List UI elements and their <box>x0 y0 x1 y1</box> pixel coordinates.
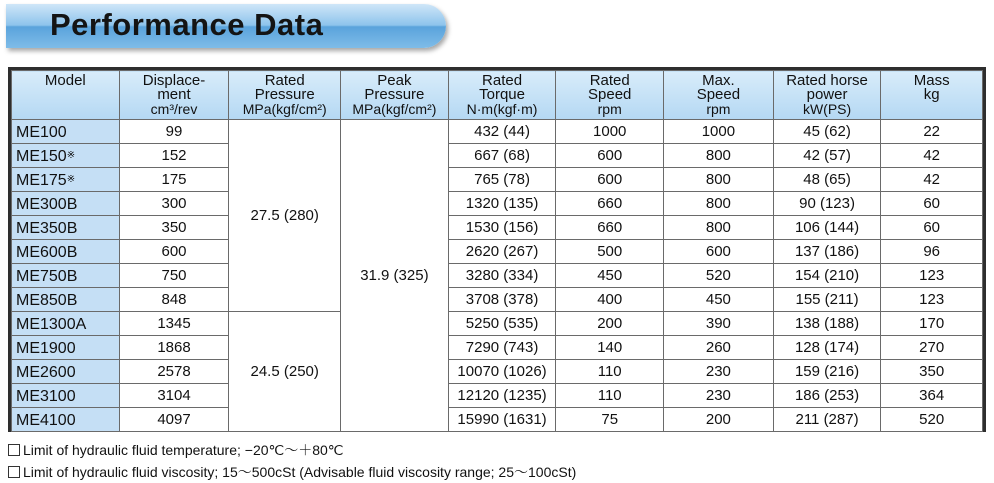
note-text: Limit of hydraulic fluid temperature; −20℃～＋80℃ <box>23 442 344 458</box>
displacement-cell: 848 <box>119 288 229 312</box>
column-header <box>119 71 229 120</box>
max-speed-cell: 230 <box>664 360 774 384</box>
performance-table-frame <box>8 67 986 432</box>
table-row <box>12 216 983 240</box>
column-header-line: Rated <box>482 71 523 89</box>
horse-power-cell: 128 (174) <box>773 336 881 360</box>
max-speed-cell: 1000 <box>664 120 774 144</box>
column-header-line: ment <box>157 85 191 103</box>
displacement-cell: 1868 <box>119 336 229 360</box>
mass-cell: 123 <box>881 264 983 288</box>
table-body <box>12 120 983 432</box>
horse-power-cell: 137 (186) <box>773 240 881 264</box>
column-header-line: MPa(kgf/cm²) <box>352 100 437 117</box>
column-header <box>664 71 774 120</box>
model-name: ME1900 <box>16 339 76 357</box>
max-speed-cell: 800 <box>664 216 774 240</box>
horse-power-cell: 155 (211) <box>773 288 881 312</box>
max-speed-cell: 800 <box>664 168 774 192</box>
displacement-cell: 99 <box>119 120 229 144</box>
model-name: ME350B <box>16 219 78 237</box>
column-header-line: Rated horse <box>786 71 868 89</box>
displacement-cell: 4097 <box>119 408 229 432</box>
note-viscosity <box>8 461 576 483</box>
table-row <box>12 360 983 384</box>
rated-torque-cell: 10070 (1026) <box>448 360 556 384</box>
rated-speed-cell: 110 <box>556 384 664 408</box>
max-speed-cell: 600 <box>664 240 774 264</box>
model-name: ME100 <box>16 123 67 141</box>
model-cell <box>12 312 120 336</box>
performance-table <box>11 70 983 432</box>
rated-pressure-cell: 24.5 (250) <box>229 312 341 432</box>
displacement-cell: 300 <box>119 192 229 216</box>
max-speed-cell: 800 <box>664 144 774 168</box>
table-row <box>12 192 983 216</box>
rated-speed-cell: 400 <box>556 288 664 312</box>
column-header-line: N·m(kgf·m) <box>466 100 538 117</box>
column-header <box>556 71 664 120</box>
checkbox-square-icon <box>8 444 20 456</box>
table-header-row <box>12 71 983 120</box>
horse-power-cell: 138 (188) <box>773 312 881 336</box>
rated-speed-cell: 600 <box>556 144 664 168</box>
rated-speed-cell: 660 <box>556 192 664 216</box>
column-header-line: Displace- <box>142 71 206 89</box>
model-name: ME600B <box>16 243 78 261</box>
model-cell <box>12 360 120 384</box>
mass-cell: 42 <box>881 144 983 168</box>
page-title: Performance Data <box>50 7 324 42</box>
column-header-line: Pressure <box>254 85 315 103</box>
rated-torque-cell: 3280 (334) <box>448 264 556 288</box>
rated-speed-cell: 1000 <box>556 120 664 144</box>
max-speed-cell: 520 <box>664 264 774 288</box>
model-cell <box>12 336 120 360</box>
peak-pressure-cell: 31.9 (325) <box>341 120 449 432</box>
mass-cell: 270 <box>881 336 983 360</box>
model-name: ME2600 <box>16 363 76 381</box>
model-name: ME4100 <box>16 411 76 429</box>
displacement-cell: 750 <box>119 264 229 288</box>
horse-power-cell: 211 (287) <box>773 408 881 432</box>
mass-cell: 364 <box>881 384 983 408</box>
note-temperature <box>8 439 576 461</box>
column-header <box>881 71 983 120</box>
max-speed-cell: 450 <box>664 288 774 312</box>
mass-cell: 96 <box>881 240 983 264</box>
column-header-line: Speed <box>588 85 632 103</box>
table-row <box>12 336 983 360</box>
rated-speed-cell: 450 <box>556 264 664 288</box>
rated-speed-cell: 110 <box>556 360 664 384</box>
table-row <box>12 408 983 432</box>
column-header-line: Model <box>44 71 86 89</box>
column-header <box>229 71 341 120</box>
mass-cell: 350 <box>881 360 983 384</box>
horse-power-cell: 159 (216) <box>773 360 881 384</box>
column-header-line: Torque <box>479 85 525 103</box>
mass-cell: 123 <box>881 288 983 312</box>
model-cell <box>12 216 120 240</box>
rated-torque-cell: 5250 (535) <box>448 312 556 336</box>
table-row <box>12 312 983 336</box>
max-speed-cell: 230 <box>664 384 774 408</box>
column-header-line: Rated <box>589 71 630 89</box>
column-header-line: Rated <box>264 71 305 89</box>
max-speed-cell: 390 <box>664 312 774 336</box>
column-header-line: rpm <box>706 100 731 117</box>
rated-speed-cell: 660 <box>556 216 664 240</box>
rated-torque-cell: 765 (78) <box>448 168 556 192</box>
rated-torque-cell: 667 (68) <box>448 144 556 168</box>
column-header-line: Mass <box>913 71 950 89</box>
max-speed-cell: 260 <box>664 336 774 360</box>
displacement-cell: 175 <box>119 168 229 192</box>
column-header-line: power <box>806 85 848 103</box>
mass-cell: 60 <box>881 192 983 216</box>
rated-torque-cell: 432 (44) <box>448 120 556 144</box>
model-cell <box>12 144 120 168</box>
max-speed-cell: 800 <box>664 192 774 216</box>
table-row <box>12 288 983 312</box>
horse-power-cell: 42 (57) <box>773 144 881 168</box>
rated-torque-cell: 7290 (743) <box>448 336 556 360</box>
rated-torque-cell: 15990 (1631) <box>448 408 556 432</box>
model-name: ME175 <box>16 171 67 189</box>
model-name: ME150 <box>16 147 67 165</box>
horse-power-cell: 186 (253) <box>773 384 881 408</box>
column-header-line: kg <box>923 85 940 103</box>
column-header-line: rpm <box>597 100 622 117</box>
checkbox-square-icon <box>8 466 20 478</box>
model-cell <box>12 408 120 432</box>
footnote-mark: ※ <box>66 173 76 185</box>
column-header <box>341 71 449 120</box>
column-header-line: Max. <box>702 71 735 89</box>
table-row <box>12 384 983 408</box>
model-cell <box>12 384 120 408</box>
column-header-line: Speed <box>696 85 741 103</box>
mass-cell: 42 <box>881 168 983 192</box>
model-cell <box>12 120 120 144</box>
horse-power-cell: 45 (62) <box>773 120 881 144</box>
notes <box>8 439 576 483</box>
horse-power-cell: 154 (210) <box>773 264 881 288</box>
mass-cell: 60 <box>881 216 983 240</box>
displacement-cell: 2578 <box>119 360 229 384</box>
footnote-mark: ※ <box>66 149 76 161</box>
model-name: ME1300A <box>16 315 87 333</box>
horse-power-cell: 106 (144) <box>773 216 881 240</box>
rated-speed-cell: 500 <box>556 240 664 264</box>
rated-pressure-cell: 27.5 (280) <box>229 120 341 312</box>
table-row <box>12 120 983 144</box>
model-cell <box>12 288 120 312</box>
model-name: ME300B <box>16 195 78 213</box>
max-speed-cell: 200 <box>664 408 774 432</box>
model-cell <box>12 168 120 192</box>
column-header-line: Pressure <box>364 85 425 103</box>
column-header-line: kW(PS) <box>802 100 852 117</box>
displacement-cell: 3104 <box>119 384 229 408</box>
rated-speed-cell: 600 <box>556 168 664 192</box>
displacement-cell: 152 <box>119 144 229 168</box>
rated-torque-cell: 12120 (1235) <box>448 384 556 408</box>
column-header-line: Peak <box>377 71 412 89</box>
displacement-cell: 1345 <box>119 312 229 336</box>
title-banner <box>6 4 446 48</box>
mass-cell: 520 <box>881 408 983 432</box>
displacement-cell: 600 <box>119 240 229 264</box>
model-name: ME850B <box>16 291 78 309</box>
column-header <box>773 71 881 120</box>
displacement-cell: 350 <box>119 216 229 240</box>
model-name: ME3100 <box>16 387 76 405</box>
note-text: Limit of hydraulic fluid viscosity; 15～500cSt (Advisable fluid viscosity range; 25～100cSt) <box>23 464 577 480</box>
rated-torque-cell: 3708 (378) <box>448 288 556 312</box>
column-header-line: MPa(kgf/cm²) <box>242 100 327 117</box>
table-row <box>12 240 983 264</box>
rated-torque-cell: 1530 (156) <box>448 216 556 240</box>
rated-speed-cell: 75 <box>556 408 664 432</box>
rated-speed-cell: 140 <box>556 336 664 360</box>
model-cell <box>12 240 120 264</box>
model-cell <box>12 264 120 288</box>
rated-speed-cell: 200 <box>556 312 664 336</box>
table-row <box>12 168 983 192</box>
column-header-line: cm³/rev <box>150 100 198 117</box>
model-name: ME750B <box>16 267 78 285</box>
table-row <box>12 264 983 288</box>
table-row <box>12 144 983 168</box>
model-cell <box>12 192 120 216</box>
column-header <box>12 71 120 120</box>
horse-power-cell: 48 (65) <box>773 168 881 192</box>
mass-cell: 170 <box>881 312 983 336</box>
horse-power-cell: 90 (123) <box>773 192 881 216</box>
rated-torque-cell: 1320 (135) <box>448 192 556 216</box>
column-header <box>448 71 556 120</box>
rated-torque-cell: 2620 (267) <box>448 240 556 264</box>
mass-cell: 22 <box>881 120 983 144</box>
